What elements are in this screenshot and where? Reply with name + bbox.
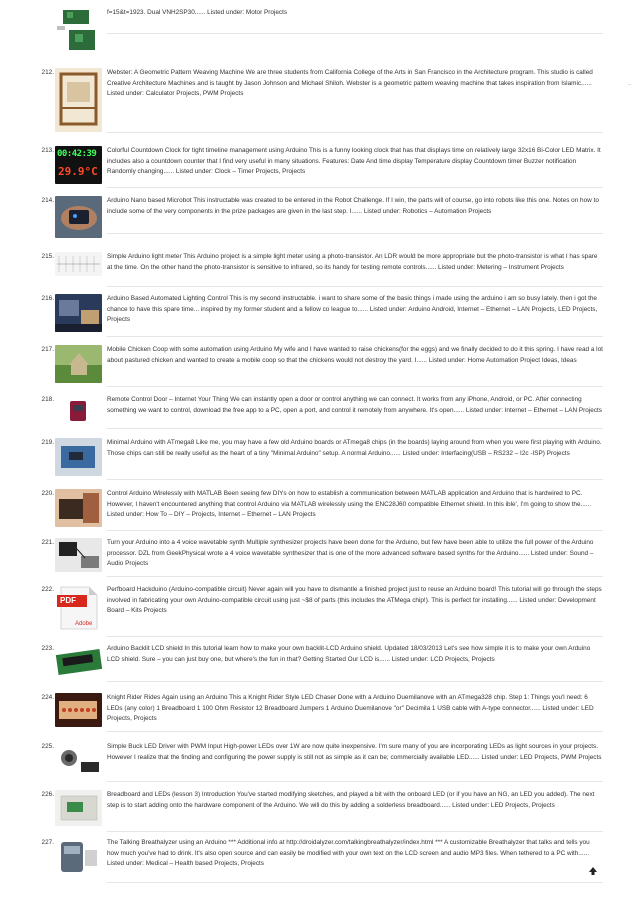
item-number: 226.	[41, 791, 54, 798]
project-description-link[interactable]: Colorful Countdown Clock for tight timeline management using Arduino This is a funny looking clock that has that displays time on relatively large 32x16 Bi-Color LED Matrix. It includes also a countdown counter that I find very useful in many situations. Features: Date And time display Temperature display Countdown timer Buzzer notification Randomly changing...... Listed under: Clock – Timer Projects, Projects	[107, 147, 601, 175]
item-divider	[107, 132, 603, 133]
item-divider	[107, 479, 603, 480]
project-thumbnail[interactable]	[55, 8, 102, 54]
project-description-link[interactable]: Perfboard Hackduino (Arduino-compatible circuit) Never again will you have to dismantle a finished project just to reuse an Arduino board! This tutorial will go through the steps involved in fabricating your own Arduino-compatible circuit using just ~$8 of parts (this includes the ATMega chip!). This is perfect for installing...... Listed under: Development Board – Kits Projects	[107, 586, 602, 614]
project-thumbnail[interactable]	[55, 790, 102, 826]
item-divider	[107, 636, 603, 637]
project-description-link[interactable]: Minimal Arduino with ATmega8 Like me, you may have a few old Arduino boards or ATmega8 chips (in the boards) laying around from when you were first playing with Arduino. Those chips can still be really useful as the heart of a tiny "Minimal Arduino" setup. A normal Arduino...... Listed under: Interfacing(USB – RS232 – I2c -ISP) Projects	[107, 439, 602, 457]
item-number: 222.	[41, 586, 54, 593]
project-description-link[interactable]: Mobile Chicken Coop with some automation using Arduino My wife and I have wanted to raise chickens(for the eggs) and we finally decided to do it this spring. I have read a lot about pastured chicken and wanted to create a mobile coop so that the chickens would not destroy the yard. I...... Listed under: Home Automation Project Ideas, Ideas	[107, 346, 603, 364]
project-thumbnail[interactable]	[55, 252, 102, 276]
project-description-link[interactable]: Webster: A Geometric Pattern Weaving Machine We are three students from California College of the Arts in San Francisco in the Architecture program. This studio is called Creative Architecture Machines and is taught by Jason Johnson and Michael Shiloh. Webster is a geometric pattern weaving machine that takes inspiration from Islamic...... Listed under: Calculator Projects, PWM Projects	[107, 69, 593, 97]
item-divider	[107, 33, 603, 34]
project-thumbnail[interactable]	[55, 146, 102, 184]
project-thumbnail[interactable]	[62, 395, 94, 425]
item-number: 218.	[41, 396, 54, 403]
project-description-link[interactable]: Arduino Nano based Microbot This instructable was created to be entered in the Robot Challenge. If I win, the parts will of course, go into robots like this one. Notes on how to include some of the very components in the prize packages are given in the last step. I...... Listed under: Robotics – Automation Projects	[107, 197, 599, 215]
item-divider	[107, 576, 603, 577]
project-thumbnail[interactable]	[55, 585, 102, 631]
item-number: 221.	[41, 539, 54, 546]
item-number: 215.	[41, 253, 54, 260]
clock-time-text: 00:42:39	[57, 149, 97, 159]
item-number: 212.	[41, 69, 54, 76]
item-divider	[107, 681, 603, 682]
project-description-link[interactable]: Control Arduino Wirelessly with MATLAB Been seeing few DIYs on how to establish a communication between MATLAB application and Arduino that is hardwired to PC. However, I haven't encountered anything that control Arduino via MATLAB wirelessly using the ENC28J60 compatible Ethernet shield. In this ible', I'm going to show the...... Listed under: How To – DIY – Projects, Internet – Ethernet – LAN Projects	[107, 490, 592, 518]
project-description-link[interactable]: Remote Control Door – Internet Your Thing We can instantly open a door or control anything we can connect. It works from any iPhone, Android, or PC. After connecting something we want to control, download the free app to a PC, open a port, and control it remotely from anywhere. It's open...... Listed under: Internet – Ethernet – LAN Projects	[107, 396, 602, 414]
item-divider	[107, 386, 603, 387]
project-thumbnail[interactable]	[55, 538, 102, 572]
project-thumbnail[interactable]	[55, 489, 102, 527]
project-description-link[interactable]: Arduino Based Automated Lighting Control This is my second instructable. i want to share some of the basic things i made using the arduino i am so busy lately. then i got the chance to have this spare time... inspired by my former student and a fellow co league to...... Listed under: Arduino Android, Internet – Ethernet – LAN Projects, LED Projects, Projects	[107, 295, 598, 323]
item-number: 214.	[41, 197, 54, 204]
item-divider	[107, 831, 603, 832]
clock-temp-text: 29.9°C	[58, 165, 98, 178]
item-divider	[107, 286, 603, 287]
item-number: 213.	[41, 147, 54, 154]
item-number: 223.	[41, 645, 54, 652]
project-thumbnail[interactable]	[55, 438, 102, 476]
project-description-link[interactable]: f=15&t=1923. Dual VNH2SP30...... Listed under: Motor Projects	[107, 9, 288, 16]
side-mark	[628, 84, 631, 85]
item-divider	[107, 336, 603, 337]
item-divider	[107, 187, 603, 188]
project-description-link[interactable]: The Talking Breathalyzer using an Arduino *** Additional info at http://droidalyzer.com/talkingbreathalyzer/index.html *** A customizable Breathalyzer that talks and tells you how much you've had to drink. It's also open source and can easily be modified with your own text on the LCD screen and audio MP3 files. When tethered to a PC with...... Listed under: Medical – Health based Projects, Projects	[107, 839, 590, 867]
item-number: 224.	[41, 694, 54, 701]
item-number: 216.	[41, 295, 54, 302]
project-thumbnail[interactable]	[55, 742, 102, 778]
project-thumbnail[interactable]	[55, 345, 102, 383]
item-number: 219.	[41, 439, 54, 446]
pdf-icon-brand: Adobe	[75, 621, 93, 627]
item-divider	[107, 428, 603, 429]
pdf-icon-label: PDF	[60, 596, 76, 605]
project-description-link[interactable]: Knight Rider Rides Again using an Arduino This a Knight Rider Style LED Chaser Done with a Arduino Duemilanove with an ATmega328 chip. Step 1: Things you'l need: 6 LEDs (any color) 1 Breadboard 1 100 Ohm Resistor 12 Breadboard Jumpers 1 Arduino Duemilanove "or" Decimila 1 USB cable with A-type connector...... Listed under: LED Projects, Projects	[107, 694, 594, 722]
project-description-link[interactable]: Breadboard and LEDs (lesson 3) Introduction You've started modifying sketches, and played a bit with the onboard LED (or if you have an NG, an LED you added). The next step is to start adding onto the hardware component of the Arduino. We will do this by adding a solderless breadboard...... Listed under: LED Projects, Projects	[107, 791, 595, 809]
item-divider	[107, 781, 603, 782]
item-number: 227.	[41, 839, 54, 846]
project-thumbnail[interactable]	[55, 838, 102, 876]
item-number: 225.	[41, 743, 54, 750]
project-description-link[interactable]: Arduino Backlit LCD shield In this tutorial learn how to make your own backlit-LCD Arduino shield. Updated 18/03/2013 Let's see how simple it is to make your own Arduino LCD shield. Sure – you can just buy one, but where's the fun in that? Getting Started Our LCD is...... Listed under: LCD Projects, Projects	[107, 645, 591, 663]
item-number: 220.	[41, 490, 54, 497]
scroll-to-top-icon[interactable]	[588, 866, 598, 876]
project-thumbnail[interactable]	[55, 196, 102, 238]
item-divider	[107, 731, 603, 732]
project-thumbnail[interactable]	[55, 693, 102, 727]
project-thumbnail[interactable]	[55, 294, 102, 332]
project-description-link[interactable]: Simple Buck LED Driver with PWM Input High-power LEDs over 1W are now quite inexpensive. I'm sure many of you are incorporating LEDs as light sources in your projects. However I realize that the finding and configuring the power supply is still not as simple as it can be; commercially available LED...... Listed under: LED Projects, PWM Projects	[107, 743, 602, 761]
item-divider	[107, 882, 603, 883]
project-description-link[interactable]: Simple Arduino light meter This Arduino project is a simple light meter using a photo-transistor. An LDR would be more appropriate but the photo-transistor is what I has spare at the time. On the other hand the photo-transistor is sensitive to infrared, so its handy for testing remote controls...... Listed under: Metering – Instrument Projects	[107, 253, 598, 271]
item-number: 217.	[41, 346, 54, 353]
item-divider	[107, 233, 603, 234]
project-thumbnail[interactable]	[55, 68, 102, 132]
project-thumbnail[interactable]	[55, 644, 102, 678]
project-description-link[interactable]: Turn your Arduino into a 4 voice wavetable synth Multiple synthesizer projects have been done for the Arduino, but few have been able to utilize the full power of the Arduino processor. DZL from GeekPhysical wrote a 4 voice wavetable synthesizer that is one of the more advanced software based synths for the Arduino...... Listed under: Sound – Audio Projects	[107, 539, 594, 567]
item-divider	[107, 530, 603, 531]
